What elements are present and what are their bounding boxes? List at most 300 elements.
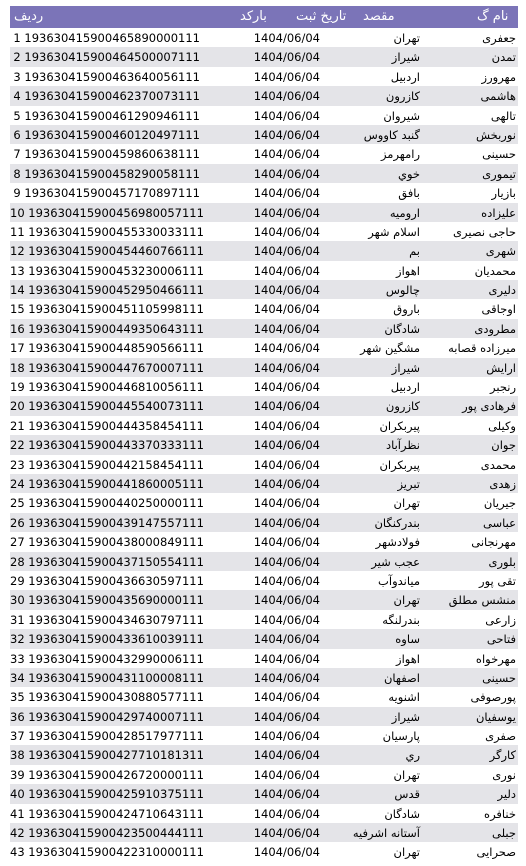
row-destination: شادگان [384, 806, 420, 821]
row-date: 1404/06/04 [253, 515, 320, 530]
table-row [10, 222, 518, 241]
row-destination: کازرون [385, 89, 420, 104]
row-date: 1404/06/04 [253, 806, 320, 821]
row-date: 1404/06/04 [253, 108, 320, 123]
row-family-name: نوربخش [476, 127, 516, 142]
row-destination: مشگین شهر [360, 341, 420, 356]
row-destination: فولادشهر [375, 535, 420, 550]
row-date: 1404/06/04 [253, 457, 320, 472]
row-date: 1404/06/04 [253, 244, 320, 259]
row-number: 42 [10, 826, 25, 841]
row-barcode: 193630415900440250000111 [28, 496, 204, 511]
row-number: 11 [10, 224, 25, 239]
row-family-name: زارعی [485, 612, 516, 627]
row-destination: میاندوآب [378, 573, 420, 588]
table-row [10, 513, 518, 532]
row-destination: قدس [394, 787, 420, 802]
row-date: 1404/06/04 [253, 709, 320, 724]
row-number-barcode [10, 438, 204, 453]
row-barcode: 193630415900446810056111 [28, 380, 204, 395]
row-destination: اسلام شهر [368, 224, 420, 239]
row-family-name: محمدی [480, 457, 516, 472]
row-number-barcode [10, 186, 200, 200]
row-date: 1404/06/04 [253, 826, 320, 841]
row-date: 1404/06/04 [253, 690, 320, 705]
row-barcode: 193630415900438000849111 [28, 535, 204, 550]
row-destination: تهران [393, 767, 420, 782]
row-number: 28 [10, 554, 25, 569]
table-row [10, 765, 518, 784]
row-barcode: 193630415900427710181311 [28, 748, 204, 763]
table-row [10, 299, 518, 318]
row-number-barcode [10, 205, 204, 220]
table-row [10, 319, 518, 338]
row-number-barcode [10, 109, 200, 123]
row-number: 23 [10, 457, 25, 472]
row-barcode: 193630415900425910375111 [28, 787, 204, 802]
row-family-name: تالهی [490, 108, 516, 123]
row-destination: گنبد کاووس [363, 127, 420, 142]
row-date: 1404/06/04 [253, 729, 320, 744]
row-family-name: منشس مطلق [448, 593, 516, 608]
row-number: 27 [10, 535, 25, 550]
row-barcode: 193630415900465890000111 [24, 31, 200, 45]
row-barcode: 193630415900460120497111 [24, 127, 200, 142]
row-date: 1404/06/04 [253, 205, 320, 220]
row-destination: باروق [393, 302, 420, 317]
row-family-name: هاشمی [480, 89, 516, 104]
table-row [10, 86, 518, 105]
table-row [10, 687, 518, 706]
row-number-barcode [10, 496, 204, 511]
table-row [10, 668, 518, 687]
row-number-barcode [10, 729, 204, 744]
row-family-name: صحرایی [476, 845, 516, 860]
row-number: 43 [10, 845, 25, 860]
row-date: 1404/06/04 [253, 50, 320, 65]
row-barcode: 193630415900462370073111 [24, 89, 200, 104]
row-number-barcode [10, 128, 200, 142]
row-destination: ارومیه [389, 205, 420, 220]
row-number: 15 [10, 302, 25, 317]
table-row [10, 47, 518, 66]
row-family-name: مهرنجانی [471, 535, 516, 550]
table-row [10, 629, 518, 648]
table-row [10, 183, 518, 202]
table-row [10, 164, 518, 183]
row-number: 36 [10, 709, 25, 724]
row-date: 1404/06/04 [253, 418, 320, 433]
table-row [10, 416, 518, 435]
table-row [10, 649, 518, 668]
row-number: 32 [10, 632, 25, 647]
row-number: 37 [10, 729, 25, 744]
row-number-barcode [10, 826, 204, 841]
row-number-barcode [10, 147, 200, 161]
row-number-barcode [10, 632, 204, 647]
row-number-barcode [10, 554, 204, 569]
row-barcode: 193630415900464500007111 [24, 50, 200, 65]
row-date: 1404/06/04 [253, 380, 320, 395]
row-date: 1404/06/04 [253, 321, 320, 336]
row-date: 1404/06/04 [253, 360, 320, 375]
row-destination: اردبیل [390, 380, 420, 395]
table-row [10, 125, 518, 144]
row-number-barcode [10, 50, 200, 64]
row-family-name: بلوری [488, 554, 516, 569]
row-number: 5 [13, 108, 21, 123]
row-number-barcode [10, 321, 204, 336]
table-row [10, 261, 518, 280]
row-number: 12 [10, 244, 25, 259]
row-number-barcode [10, 709, 204, 724]
row-destination: اشنویه [388, 690, 420, 705]
row-barcode: 193630415900442158454111 [28, 457, 204, 472]
row-number-barcode [10, 341, 204, 356]
row-barcode: 193630415900456980057111 [28, 205, 204, 220]
row-destination: شیراز [391, 360, 420, 375]
row-barcode: 193630415900441860005111 [28, 476, 204, 491]
row-destination: شیراز [391, 50, 420, 65]
row-destination: عجب شیر [371, 554, 420, 569]
row-family-name: تمدن [491, 50, 516, 65]
table-row [10, 338, 518, 357]
row-date: 1404/06/04 [253, 341, 320, 356]
row-barcode: 193630415900451105998111 [28, 302, 204, 317]
row-family-name: زهدی [489, 476, 516, 491]
row-destination: کازرون [385, 399, 420, 414]
row-number: 13 [10, 263, 25, 278]
row-number-barcode [10, 767, 204, 782]
row-date: 1404/06/04 [253, 438, 320, 453]
row-destination: اهواز [396, 263, 420, 278]
table-header [10, 6, 518, 28]
row-number: 40 [10, 787, 25, 802]
row-family-name: مهرورز [481, 69, 516, 84]
row-date: 1404/06/04 [253, 89, 320, 104]
row-number: 9 [13, 186, 21, 201]
table-row [10, 435, 518, 454]
row-number-barcode [10, 535, 204, 550]
row-number: 38 [10, 748, 25, 763]
table-row [10, 396, 518, 415]
table-row [10, 532, 518, 551]
row-number: 14 [10, 283, 25, 298]
row-destination: بندرکنگان [374, 515, 420, 530]
row-destination: چالوس [385, 283, 420, 298]
table-row [10, 552, 518, 571]
row-destination: بم [409, 244, 420, 259]
row-destination: شیروان [383, 108, 420, 123]
row-barcode: 193630415900463640056111 [24, 69, 200, 84]
row-family-name: شهری [485, 244, 516, 259]
row-destination: نظرآباد [385, 438, 420, 453]
row-family-name: مهرخواه [475, 651, 516, 666]
row-number: 7 [13, 147, 21, 162]
table-row [10, 280, 518, 299]
row-destination: پارسیان [382, 729, 420, 744]
row-number: 19 [10, 380, 25, 395]
row-number: 25 [10, 496, 25, 511]
row-destination: تهران [393, 496, 420, 511]
row-date: 1404/06/04 [253, 224, 320, 239]
row-date: 1404/06/04 [253, 845, 320, 860]
row-family-name: حسینی [482, 147, 516, 162]
row-barcode: 193630415900448590566111 [28, 341, 204, 356]
row-number: 1 [13, 31, 21, 45]
row-barcode: 193630415900424710643111 [28, 806, 204, 821]
row-date: 1404/06/04 [253, 399, 320, 414]
row-barcode: 193630415900458290058111 [24, 166, 200, 181]
row-number-barcode [10, 70, 200, 84]
row-family-name: بازیار [491, 186, 516, 201]
row-family-name: مطرودی [474, 321, 516, 336]
row-number: 31 [10, 612, 25, 627]
row-number: 39 [10, 767, 25, 782]
row-barcode: 193630415900422310000111 [28, 845, 204, 860]
row-family-name: کارگر [489, 748, 516, 763]
row-family-name: فتاحی [486, 632, 516, 647]
row-destination: ساوه [395, 632, 420, 647]
row-barcode: 193630415900447670007111 [28, 360, 204, 375]
row-date: 1404/06/04 [253, 612, 320, 627]
table-row [10, 474, 518, 493]
row-date: 1404/06/04 [253, 496, 320, 511]
row-barcode: 193630415900423500444111 [28, 826, 204, 841]
row-date: 1404/06/04 [253, 554, 320, 569]
row-number: 10 [10, 205, 25, 220]
row-barcode: 193630415900444358454111 [28, 418, 204, 433]
row-family-name: ارایش [486, 360, 516, 375]
row-number-barcode [10, 476, 204, 491]
row-family-name: جیریان [483, 496, 516, 511]
row-number: 35 [10, 690, 25, 705]
row-family-name: حاجی نصیری [453, 224, 516, 239]
row-destination: پیربکران [379, 418, 420, 433]
table-row [10, 571, 518, 590]
row-number: 24 [10, 476, 25, 491]
row-destination: آستانه اشرفیه [352, 826, 420, 841]
table-row [10, 377, 518, 396]
row-number-barcode [10, 670, 204, 685]
row-number-barcode [10, 31, 200, 45]
header-barcode: بارکد [240, 9, 267, 24]
row-number-barcode [10, 806, 204, 821]
row-date: 1404/06/04 [253, 767, 320, 782]
row-number: 33 [10, 651, 25, 666]
row-family-name: تیموری [482, 166, 516, 181]
row-date: 1404/06/04 [253, 670, 320, 685]
row-number-barcode [10, 612, 204, 627]
header-row-no: ردیف [14, 9, 44, 24]
row-number-barcode [10, 457, 204, 472]
row-date: 1404/06/04 [253, 632, 320, 647]
table-row [10, 144, 518, 163]
row-family-name: علیزاده [481, 205, 516, 220]
table-row [10, 455, 518, 474]
row-barcode: 193630415900434630797111 [28, 612, 204, 627]
row-barcode: 193630415900428517977111 [28, 729, 204, 744]
table-row [10, 804, 518, 823]
row-family-name: صفری [485, 729, 516, 744]
row-date: 1404/06/04 [253, 651, 320, 666]
row-number: 30 [10, 593, 25, 608]
row-number-barcode [10, 787, 204, 802]
row-number: 29 [10, 573, 25, 588]
row-family-name: دلیر [497, 787, 516, 802]
row-number-barcode [10, 690, 204, 705]
row-family-name: وکیلی [488, 418, 516, 433]
row-destination: ري [405, 748, 420, 763]
row-barcode: 193630415900455330033111 [28, 224, 204, 239]
row-family-name: عباسی [482, 515, 516, 530]
row-number-barcode [10, 283, 204, 298]
row-number-barcode [10, 748, 204, 763]
header-destination: مقصد [363, 9, 395, 24]
row-destination: شیراز [391, 709, 420, 724]
row-date: 1404/06/04 [253, 283, 320, 298]
row-destination: خوي [397, 166, 420, 181]
row-date: 1404/06/04 [253, 748, 320, 763]
row-number-barcode [10, 360, 204, 375]
row-number-barcode [10, 515, 204, 530]
row-number: 18 [10, 360, 25, 375]
row-barcode: 193630415900431100008111 [28, 670, 204, 685]
row-number-barcode [10, 224, 204, 239]
row-date: 1404/06/04 [253, 535, 320, 550]
row-barcode: 193630415900461290946111 [24, 108, 200, 123]
row-family-name: نوری [492, 767, 516, 782]
row-destination: تهران [393, 31, 420, 45]
row-number: 41 [10, 806, 25, 821]
row-number: 21 [10, 418, 25, 433]
row-number-barcode [10, 593, 204, 608]
row-family-name: جعفری [482, 31, 516, 45]
row-number-barcode [10, 651, 204, 666]
row-family-name: خنافره [484, 806, 516, 821]
row-destination: اصفهان [383, 670, 420, 685]
row-number: 3 [13, 69, 21, 84]
row-barcode: 193630415900429740007111 [28, 709, 204, 724]
table-row [10, 842, 518, 861]
table-row [10, 241, 518, 260]
row-family-name: فرهادی پور [462, 399, 516, 414]
row-number: 17 [10, 341, 25, 356]
table-row [10, 358, 518, 377]
row-date: 1404/06/04 [253, 302, 320, 317]
row-destination: شادگان [384, 321, 420, 336]
row-family-name: رنجبر [490, 380, 516, 395]
row-family-name: تقی پور [479, 573, 516, 588]
row-number: 8 [13, 166, 21, 181]
row-number: 2 [13, 50, 21, 65]
table-row [10, 784, 518, 803]
row-barcode: 193630415900452950466111 [28, 283, 204, 298]
row-date: 1404/06/04 [253, 147, 320, 162]
row-barcode: 193630415900449350643111 [28, 321, 204, 336]
table-row [10, 67, 518, 86]
row-destination: پیربکران [379, 457, 420, 472]
row-barcode: 193630415900435690000111 [28, 593, 204, 608]
row-number-barcode [10, 302, 204, 317]
row-number-barcode [10, 89, 200, 103]
row-barcode: 193630415900437150554111 [28, 554, 204, 569]
row-destination: اردبیل [390, 69, 420, 84]
row-destination: بندرلنگه [382, 612, 420, 627]
row-family-name: جوان [491, 438, 516, 453]
row-family-name: دلیری [488, 283, 516, 298]
row-number-barcode [10, 418, 204, 433]
row-date: 1404/06/04 [253, 476, 320, 491]
row-number-barcode [10, 167, 200, 181]
table-row [10, 203, 518, 222]
table-row [10, 745, 518, 764]
row-barcode: 193630415900433610039111 [28, 632, 204, 647]
row-number-barcode [10, 244, 204, 259]
row-number: 4 [13, 89, 21, 104]
row-number-barcode [10, 573, 204, 588]
row-number-barcode [10, 263, 204, 278]
row-number: 6 [13, 127, 21, 142]
row-number: 16 [10, 321, 25, 336]
table-row [10, 726, 518, 745]
row-destination: تهران [393, 593, 420, 608]
row-date: 1404/06/04 [253, 263, 320, 278]
row-family-name: یوسفیان [475, 709, 516, 724]
row-date: 1404/06/04 [253, 31, 320, 45]
row-number-barcode [10, 845, 204, 860]
row-date: 1404/06/04 [253, 69, 320, 84]
row-barcode: 193630415900459860638111 [24, 147, 200, 162]
row-barcode: 193630415900432990006111 [28, 651, 204, 666]
row-barcode: 193630415900436630597111 [28, 573, 204, 588]
table-row [10, 823, 518, 842]
header-family: نام گ [477, 9, 509, 24]
row-number-barcode [10, 380, 204, 395]
row-family-name: حسینی [482, 670, 516, 685]
row-barcode: 193630415900457170897111 [24, 186, 200, 201]
row-family-name: اوجاقی [481, 302, 516, 317]
table-row [10, 590, 518, 609]
table-row [10, 28, 518, 47]
row-date: 1404/06/04 [253, 166, 320, 181]
row-destination: تبریز [397, 476, 420, 491]
table-row [10, 610, 518, 629]
row-number: 34 [10, 670, 25, 685]
row-date: 1404/06/04 [253, 593, 320, 608]
row-destination: اهواز [396, 651, 420, 666]
row-barcode: 193630415900445540073111 [28, 399, 204, 414]
row-destination: رامهرمز [380, 147, 420, 162]
table-body [10, 28, 518, 862]
row-barcode: 193630415900443370333111 [28, 438, 204, 453]
row-family-name: پورصوفی [470, 690, 516, 705]
row-destination: تهران [393, 845, 420, 860]
table-row [10, 106, 518, 125]
row-number: 20 [10, 399, 25, 414]
header-date: تاریخ ثبت [296, 9, 347, 24]
row-destination: بافق [398, 186, 420, 201]
row-barcode: 193630415900454460766111 [28, 244, 204, 259]
row-barcode: 193630415900453230006111 [28, 263, 204, 278]
row-number-barcode [10, 399, 204, 414]
row-barcode: 193630415900430880577111 [28, 690, 204, 705]
row-number: 22 [10, 438, 25, 453]
row-date: 1404/06/04 [253, 186, 320, 201]
row-family-name: میرزاده قصابه [448, 341, 516, 356]
row-date: 1404/06/04 [253, 787, 320, 802]
row-date: 1404/06/04 [253, 127, 320, 142]
